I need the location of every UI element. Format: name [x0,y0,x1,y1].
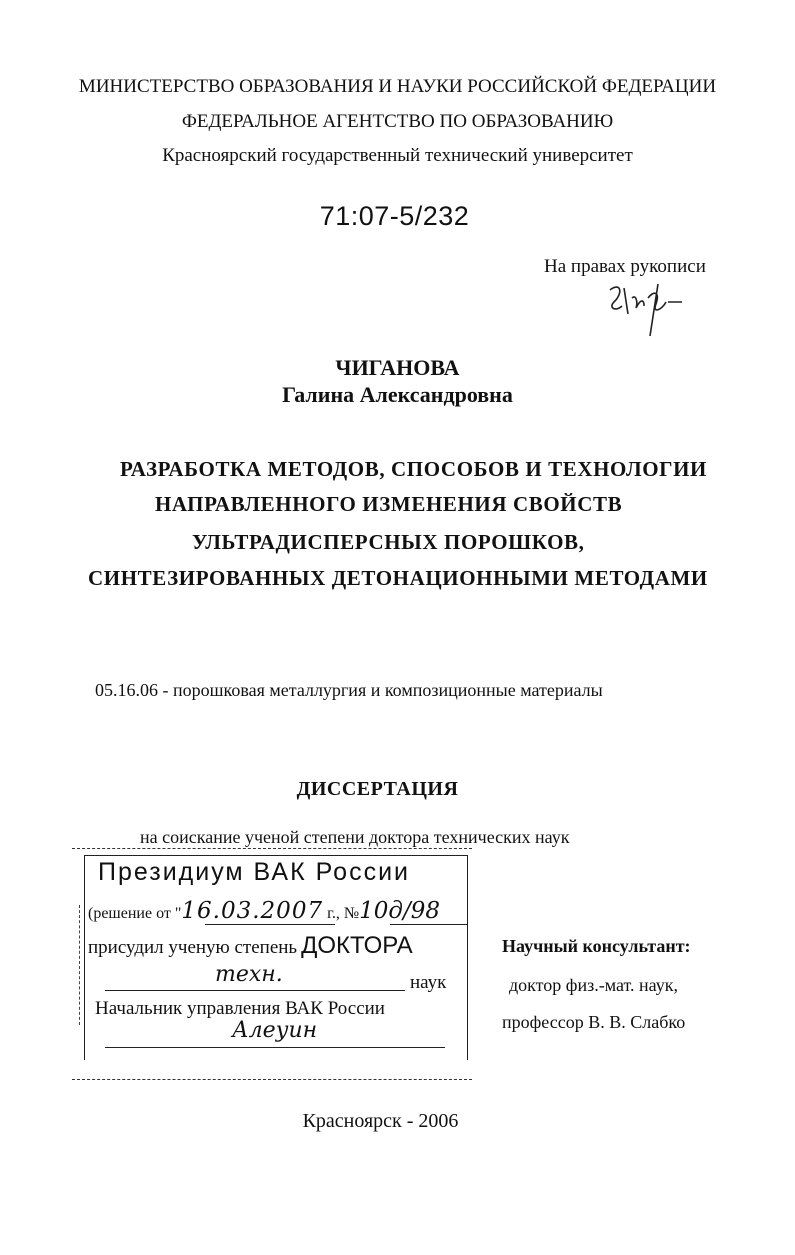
stamp-signature-underline [105,1047,445,1048]
vak-stamp-edge [79,905,80,1025]
title-line-2: НАПРАВЛЕННОГО ИЗМЕНЕНИЯ СВОЙСТВ [155,492,623,516]
consultant-heading: Научный консультант: [502,936,691,956]
specialty: 05.16.06 - порошковая металлургия и композиционные материалы [95,680,603,700]
stamp-decision-number: 10д/98 [359,898,440,924]
consultant-line-2: профессор В. В. Слабко [502,1012,686,1032]
stamp-decision-mid: г., № [323,905,360,922]
stamp-signature: Алеуин [232,1018,318,1043]
manuscript-note: На правах рукописи [544,256,706,277]
agency-heading: ФЕДЕРАЛЬНОЕ АГЕНТСТВО ПО ОБРАЗОВАНИЮ [181,111,614,132]
stamp-field-suffix: наук [410,972,447,993]
stamp-field-handwritten: техн. [215,962,283,987]
author-name: Галина Александровна [282,382,513,407]
manuscript-signature [602,280,697,340]
stamp-awarded-text: присудил ученую степень [88,937,298,958]
author-surname: ЧИГАНОВА [335,355,460,380]
consultant-line-1: доктор физ.-мат. наук, [509,975,678,995]
stamp-field-underline [105,990,405,991]
catalog-code: 71:07-5/232 [319,201,470,231]
stamp-number-underline [390,924,468,925]
degree-line: на соискание ученой степени доктора технических наук [140,827,570,847]
stamp-awarded-line [88,932,413,960]
stamp-decision-date: 16.03.2007 [181,898,324,924]
title-line-4: СИНТЕЗИРОВАННЫХ ДЕТОНАЦИОННЫМИ МЕТОДАМИ [88,566,708,590]
stamp-decision-line [88,898,440,924]
title-line-3: УЛЬТРАДИСПЕРСНЫХ ПОРОШКОВ, [192,530,585,554]
ministry-heading: МИНИСТЕРСТВО ОБРАЗОВАНИЯ И НАУКИ РОССИЙСКОЙ ФЕДЕРАЦИИ [78,76,717,97]
stamp-title: Президиум ВАК России [98,858,410,886]
stamp-decision-prefix: (решение от " [88,905,182,922]
stamp-chief: Начальник управления ВАК России [95,998,385,1019]
stamp-date-underline [205,924,335,925]
city-year: Красноярск - 2006 [302,1110,459,1132]
university-heading: Красноярский государственный технический университет [162,145,633,166]
stamp-degree-word: ДОКТОРА [301,932,413,959]
document-type: ДИССЕРТАЦИЯ [296,778,459,800]
title-line-1: РАЗРАБОТКА МЕТОДОВ, СПОСОБОВ И ТЕХНОЛОГИИ [120,457,707,481]
